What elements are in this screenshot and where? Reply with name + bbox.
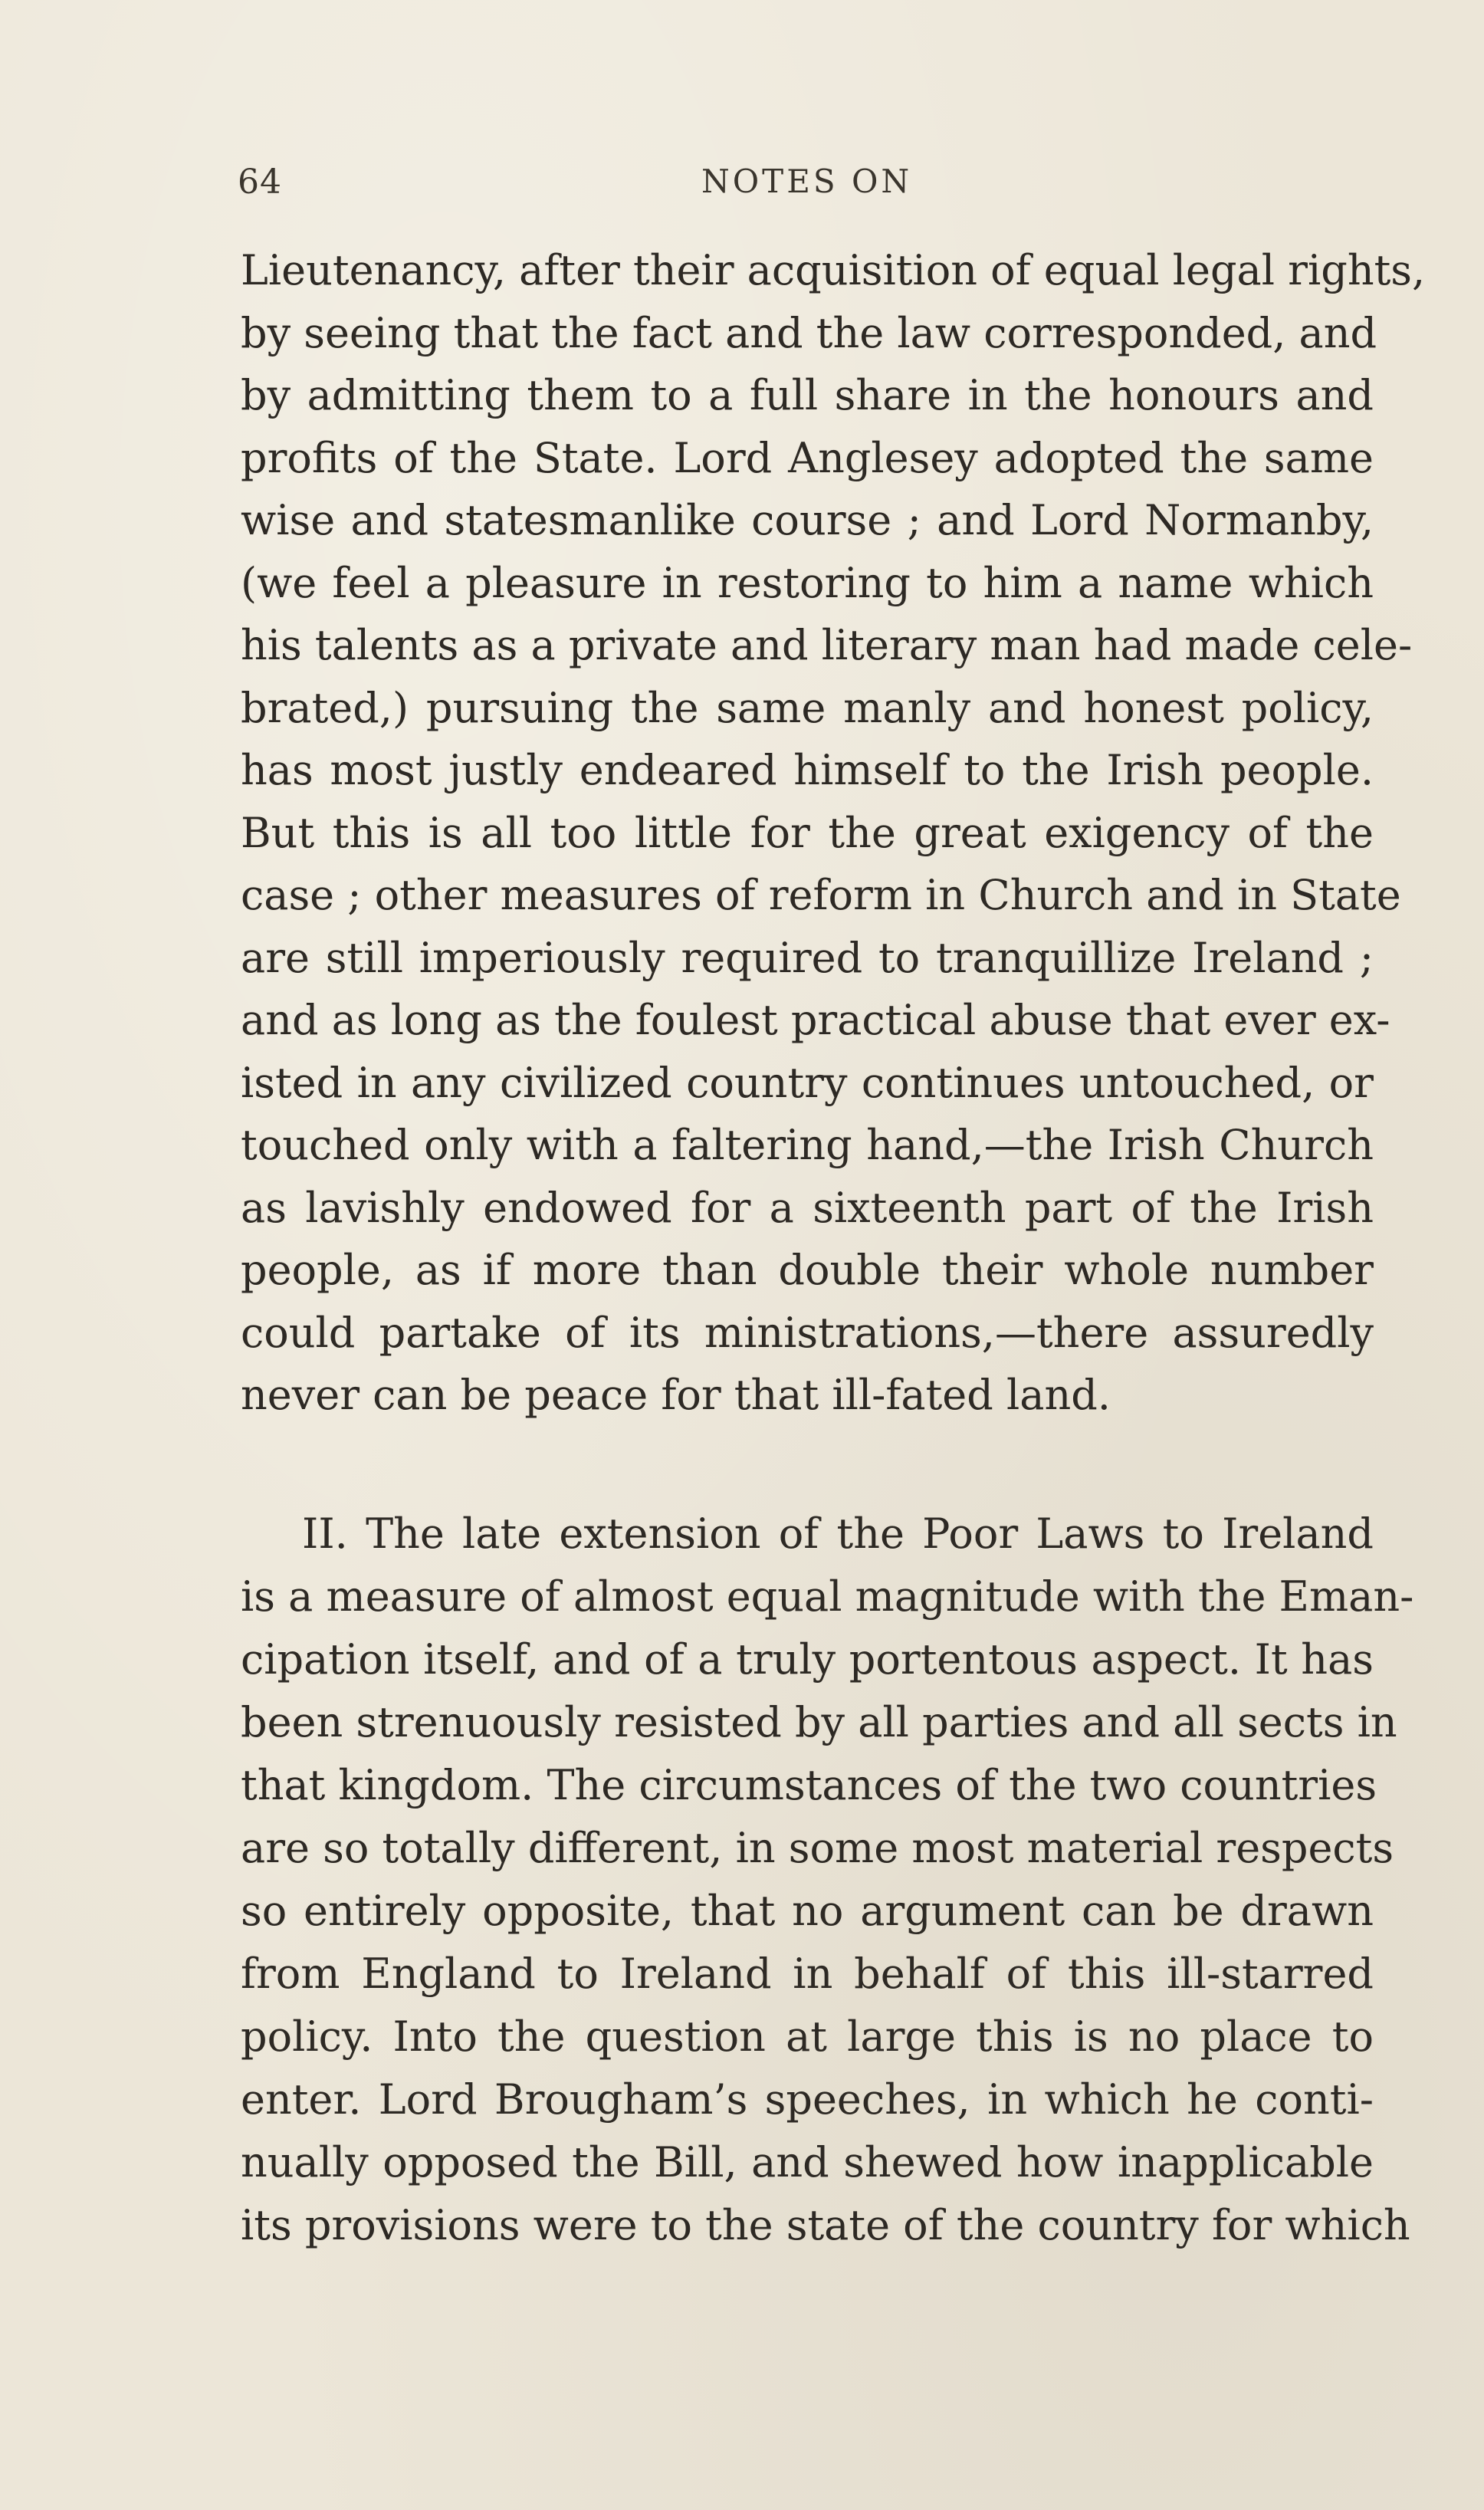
text-line: is a measure of almost equal magnitude with the Eman- bbox=[241, 1572, 1414, 1621]
text-line: that kingdom. The circumstances of the two countries bbox=[241, 1761, 1377, 1809]
text-line: from England to Ireland in behalf of this ill-starred bbox=[241, 1950, 1374, 1998]
text-line: nually opposed the Bill, and shewed how inapplicable bbox=[241, 2138, 1374, 2186]
paragraph-2 bbox=[241, 1503, 1414, 2257]
text-line: never can be peace for that ill-fated land. bbox=[241, 1371, 1111, 1419]
text-line: (we feel a pleasure in restoring to him a name which bbox=[241, 558, 1374, 607]
text-line: cipation itself, and of a truly portentous aspect. It has bbox=[241, 1635, 1374, 1684]
text-line: policy. Into the question at large this is no place to bbox=[241, 2012, 1374, 2061]
text-line: case ; other measures of reform in Church and in State bbox=[241, 871, 1401, 919]
text-line: are so totally different, in some most material respects bbox=[241, 1824, 1394, 1872]
text-line: as lavishly endowed for a sixteenth part of the Irish bbox=[241, 1183, 1374, 1232]
text-line: are still imperiously required to tranquillize Ireland ; bbox=[241, 933, 1374, 982]
text-line: touched only with a faltering hand,—the Irish Church bbox=[241, 1121, 1374, 1169]
text-line: by admitting them to a full share in the honours and bbox=[241, 371, 1374, 419]
text-line: been strenuously resisted by all parties and all sects in bbox=[241, 1698, 1397, 1746]
paragraph-1 bbox=[241, 239, 1426, 1427]
text-line: Lieutenancy, after their acquisition of equal legal rights, bbox=[241, 246, 1426, 294]
text-line: its provisions were to the state of the country for which bbox=[241, 2201, 1410, 2249]
text-line: wise and statesmanlike course ; and Lord Normanby, bbox=[241, 496, 1374, 544]
text-line: has most justly endeared himself to the Irish people. bbox=[241, 746, 1374, 794]
page-header bbox=[238, 163, 1372, 209]
text-line: people, as if more than double their whole number bbox=[241, 1246, 1374, 1294]
text-line: so entirely opposite, that no argument can be drawn bbox=[241, 1887, 1374, 1935]
text-line: and as long as the foulest practical abuse that ever ex- bbox=[241, 996, 1390, 1044]
text-line: by seeing that the fact and the law corresponded, and bbox=[241, 308, 1377, 357]
text-line: brated,) pursuing the same manly and honest policy, bbox=[241, 683, 1374, 732]
text-line: But this is all too little for the great exigency of the bbox=[241, 808, 1374, 857]
text-line: isted in any civilized country continues untouched, or bbox=[241, 1058, 1374, 1107]
page-number: 64 bbox=[238, 163, 282, 202]
running-head: NOTES ON bbox=[701, 163, 913, 200]
text-line: could partake of its ministrations,—there assuredly bbox=[241, 1308, 1374, 1357]
text-line: profits of the State. Lord Anglesey adopted the same bbox=[241, 433, 1374, 482]
text-line: II. The late extension of the Poor Laws to Ireland bbox=[302, 1510, 1374, 1558]
text-line: his talents as a private and literary man had made cele- bbox=[241, 621, 1413, 669]
text-line: enter. Lord Brougham’s speeches, in which he conti- bbox=[241, 2075, 1374, 2124]
